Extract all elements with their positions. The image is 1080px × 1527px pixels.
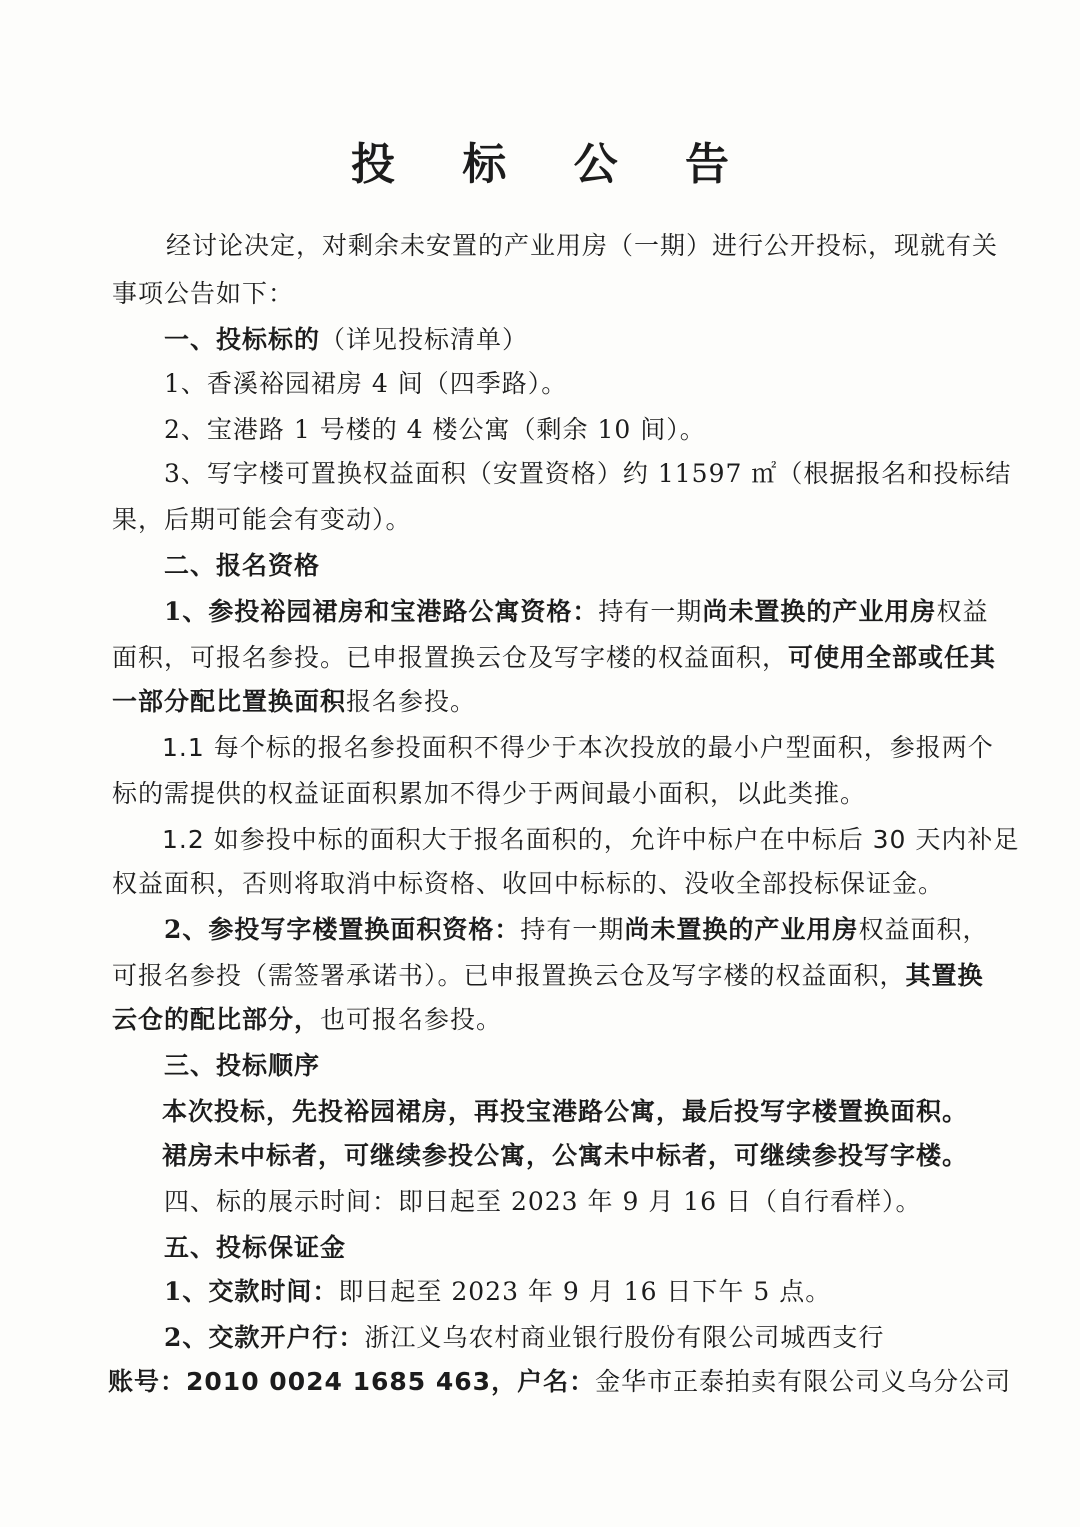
para-2-text-a: 持有一期 [520,915,625,944]
section-2-para-2-line-2 [112,958,984,994]
para-1-text-a: 持有一期 [598,597,703,626]
section-2-title: 二、报名资格 [164,551,321,580]
para-2-line-2-text: 可报名参投（需签署承诺书）。已申报置换云仓及写字楼的权益面积， [112,961,906,990]
section-5-item-1 [164,1274,831,1310]
para-2-line-2-bold: 其置换 [905,961,984,990]
section-1-heading [164,322,528,358]
section-2-para-2-line-1 [164,912,989,948]
section-1-note: （详见投标清单） [320,325,529,354]
section-1-item-3-line-2: 果，后期可能会有变动）。 [112,505,412,534]
section-1-item-1: 1、香溪裕园裙房 4 间（四季路）。 [164,369,568,398]
account-name: 金华市正泰拍卖有限公司义乌分公司 [595,1367,1012,1396]
account-number: 2010 0024 1685 463 [186,1367,492,1396]
para-1-line-3-text: 报名参投。 [346,687,477,716]
para-1-qualification-label: 1、参投裕园裙房和宝港路公寓资格： [164,597,599,626]
payment-bank-label: 2、交款开户行： [164,1323,365,1352]
section-3-line-2 [162,1138,968,1174]
account-name-label: ，户名： [491,1367,596,1396]
section-3-order-text-1: 本次投标，先投裕园裙房，再投宝港路公寓，最后投写字楼置换面积。 [162,1097,969,1126]
section-3-title: 三、投标顺序 [164,1051,321,1080]
para-1-line-3-bold: 一部分配比置换面积 [112,687,347,716]
section-2-para-2-line-3 [112,1002,502,1038]
para-1-bold-b: 尚未置换的产业用房 [702,597,937,626]
intro-line-1: 经讨论决定，对剩余未安置的产业用房（一期）进行公开投标，现就有关 [166,231,999,260]
section-2-para-1-1-line-2: 标的需提供的权益证面积累加不得少于两间最小面积，以此类推。 [112,779,867,808]
para-2-bold-b: 尚未置换的产业用房 [624,915,859,944]
section-2-heading [164,548,320,584]
intro-line-2: 事项公告如下： [112,279,295,308]
para-2-line-3-bold: 云仓的配比部分， [112,1005,321,1034]
section-2-para-1-line-3 [112,684,476,720]
para-2-text-c: 权益面积， [858,915,989,944]
payment-time-text: 即日起至 2023 年 9 月 16 日下午 5 点。 [338,1277,832,1306]
section-1-title: 一、投标标的 [164,325,321,354]
payment-time-label: 1、交款时间： [164,1277,339,1306]
section-2-para-1-2-line-2: 权益面积，否则将取消中标资格、收回中标标的、没收全部投标保证金。 [112,869,945,898]
section-4-text: 即日起至 2023 年 9 月 16 日（自行看样）。 [398,1187,922,1216]
section-1-item-3-line-1: 3、写字楼可置换权益面积（安置资格）约 11597 ㎡（根据报名和投标结 [164,459,1012,488]
section-3-order-text-2: 裙房未中标者，可继续参投公寓，公寓未中标者，可继续参投写字楼。 [162,1141,969,1170]
section-2-para-1-line-1 [164,594,989,630]
para-1-text-c: 权益 [936,597,989,626]
payment-bank-text: 浙江义乌农村商业银行股份有限公司城西支行 [364,1323,885,1352]
section-5-item-2 [164,1320,884,1356]
page-title: 投 标 公 告 [351,139,755,190]
para-1-line-2-text: 面积，可报名参投。已申报置换云仓及写字楼的权益面积， [112,643,789,672]
section-4-label: 四、标的展示时间： [164,1187,399,1216]
section-1-item-2: 2、宝港路 1 号楼的 4 楼公寓（剩余 10 间）。 [164,415,706,444]
para-2-line-3-text: 也可报名参投。 [320,1005,503,1034]
account-line [108,1364,1011,1400]
section-5-title: 五、投标保证金 [164,1233,347,1262]
account-number-label: 账号： [108,1367,187,1396]
section-2-para-1-line-2 [112,640,997,676]
section-2-para-1-1-line-1: 1.1 每个标的报名参投面积不得少于本次投放的最小户型面积，参报两个 [162,733,994,762]
para-1-line-2-bold: 可使用全部或任其 [788,643,997,672]
section-4-line [164,1184,922,1220]
section-3-heading [164,1048,320,1084]
section-5-heading [164,1230,346,1266]
para-2-qualification-label: 2、参投写字楼置换面积资格： [164,915,521,944]
section-3-line-1 [162,1094,968,1130]
section-2-para-1-2-line-1: 1.2 如参投中标的面积大于报名面积的，允许中标户在中标后 30 天内补足 [162,825,1020,854]
